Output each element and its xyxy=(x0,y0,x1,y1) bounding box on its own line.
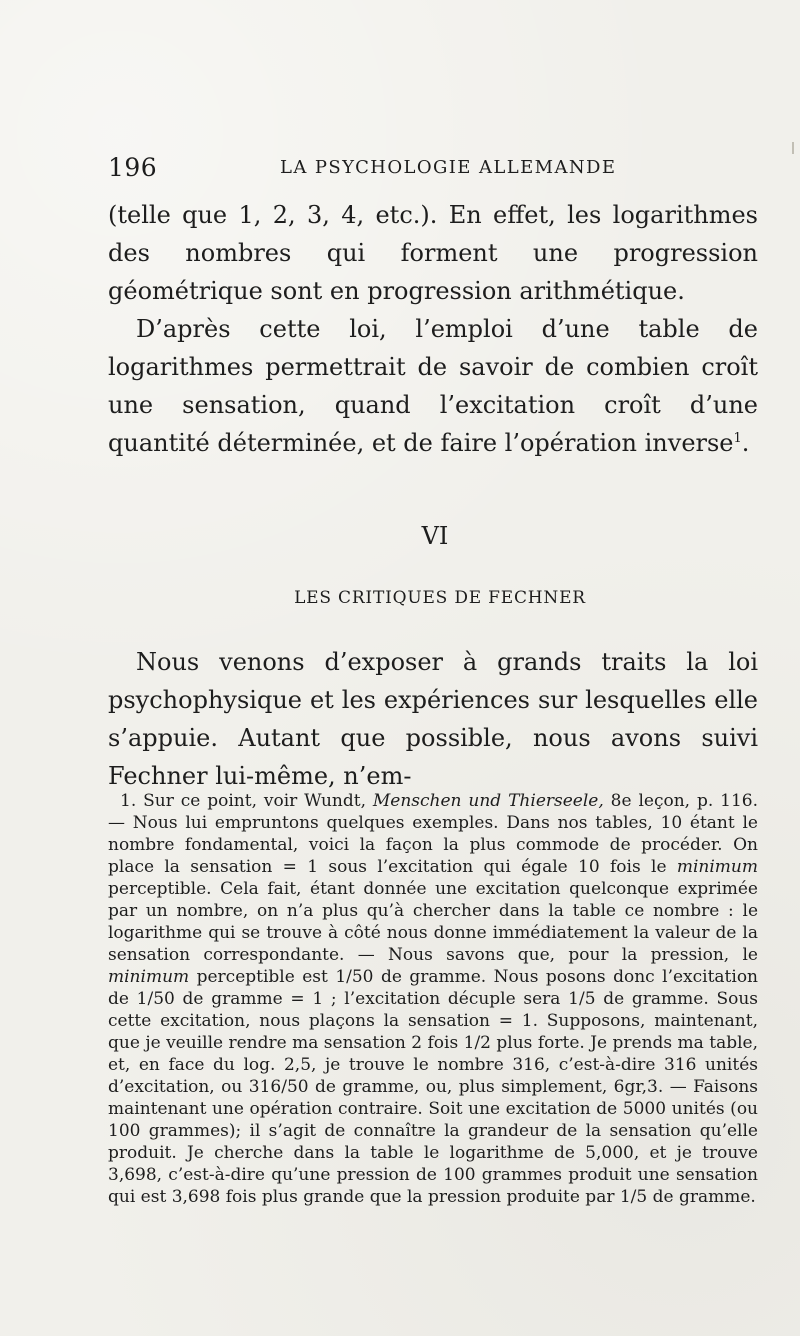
section-title: LES CRITIQUES DE FECHNER xyxy=(294,588,586,608)
section-text xyxy=(108,643,758,795)
paragraph-2-main: D’après cette loi, l’emploi d’une table de logarithmes permettrait de savoir de combien croît une sensation, quand l’excitation croît d’une quantité déterminée, et de faire l’opération inverse xyxy=(108,315,758,457)
page-number: 196 xyxy=(108,153,158,182)
footnote-part-2: 8e leçon, p. 116. — Nous lui empruntons quelques exemples. Dans nos tables, 10 étant le nombre fondamental, voici la façon la plus commode de procéder. On place la sensation = 1 sous l’excitation qui égale 10 fois le xyxy=(108,791,758,877)
footnote-part-3: perceptible. Cela fait, étant donnée une excitation quelconque exprimée par un nombre, on n’a plus qu’à chercher dans la table ce nombre : le logarithme qui se trouve à côté nous donne immédiatement la valeur de la sensation correspondante. — Nous savons que, pour la pression, le xyxy=(108,879,758,965)
paragraph-1: (telle que 1, 2, 3, 4, etc.). En effet, les logarithmes des nombres qui forment une progression géométrique sont en progression arithmétique. xyxy=(108,201,758,305)
section-number: VI xyxy=(421,522,449,550)
running-title: LA PSYCHOLOGIE ALLEMANDE xyxy=(280,157,617,178)
footnote-minimum-1: minimum xyxy=(676,857,758,877)
page-edge-mark xyxy=(792,142,794,154)
page-header xyxy=(108,150,758,186)
section-paragraph: Nous venons d’exposer à grands traits la loi psychophysique et les expériences sur lesquelles elle s’appuie. Autant que possible, nous avons suivi Fechner lui-même, n’em- xyxy=(108,648,758,790)
footnote-minimum-2: minimum xyxy=(108,967,190,987)
footnote-lead: 1. Sur ce point, voir Wundt, xyxy=(120,791,366,811)
main-text xyxy=(108,196,758,462)
footnote xyxy=(108,790,758,1208)
footnote-paragraph xyxy=(108,790,758,1208)
footnote-reference: 1 xyxy=(733,431,742,446)
paragraph-2 xyxy=(108,310,758,462)
paragraph-2-end: . xyxy=(741,429,750,457)
footnote-work-title: Menschen und Thierseele, xyxy=(372,791,604,811)
footnote-part-4: perceptible est 1/50 de gramme. Nous posons donc l’excitation de 1/50 de gramme = 1 ; l’excitation décuple sera 1/5 de gramme. Sous cette excitation, nous plaçons la sensation = 1. Supposons, maintenant, que je veuille rendre ma sensation 2 fois 1/2 plus forte. Je prends ma table, et, en face du log. 2,5, je trouve le nombre 316, c’est-à-dire 316 unités d’excitation, ou 316/50 de gramme, ou, plus simplement, 6gr,3. — Faisons maintenant une opération contraire. Soit une excitation de 5000 unités (ou 100 grammes); il s’agit de connaître la grandeur de la sensation qu’elle produit. Je cherche dans la table le logarithme de 5,000, et je trouve 3,698, c’est-à-dire qu’une pression de 100 grammes produit une sensation qui est 3,698 fois plus grande que la pression produite par 1/5 de gramme. xyxy=(108,967,759,1207)
